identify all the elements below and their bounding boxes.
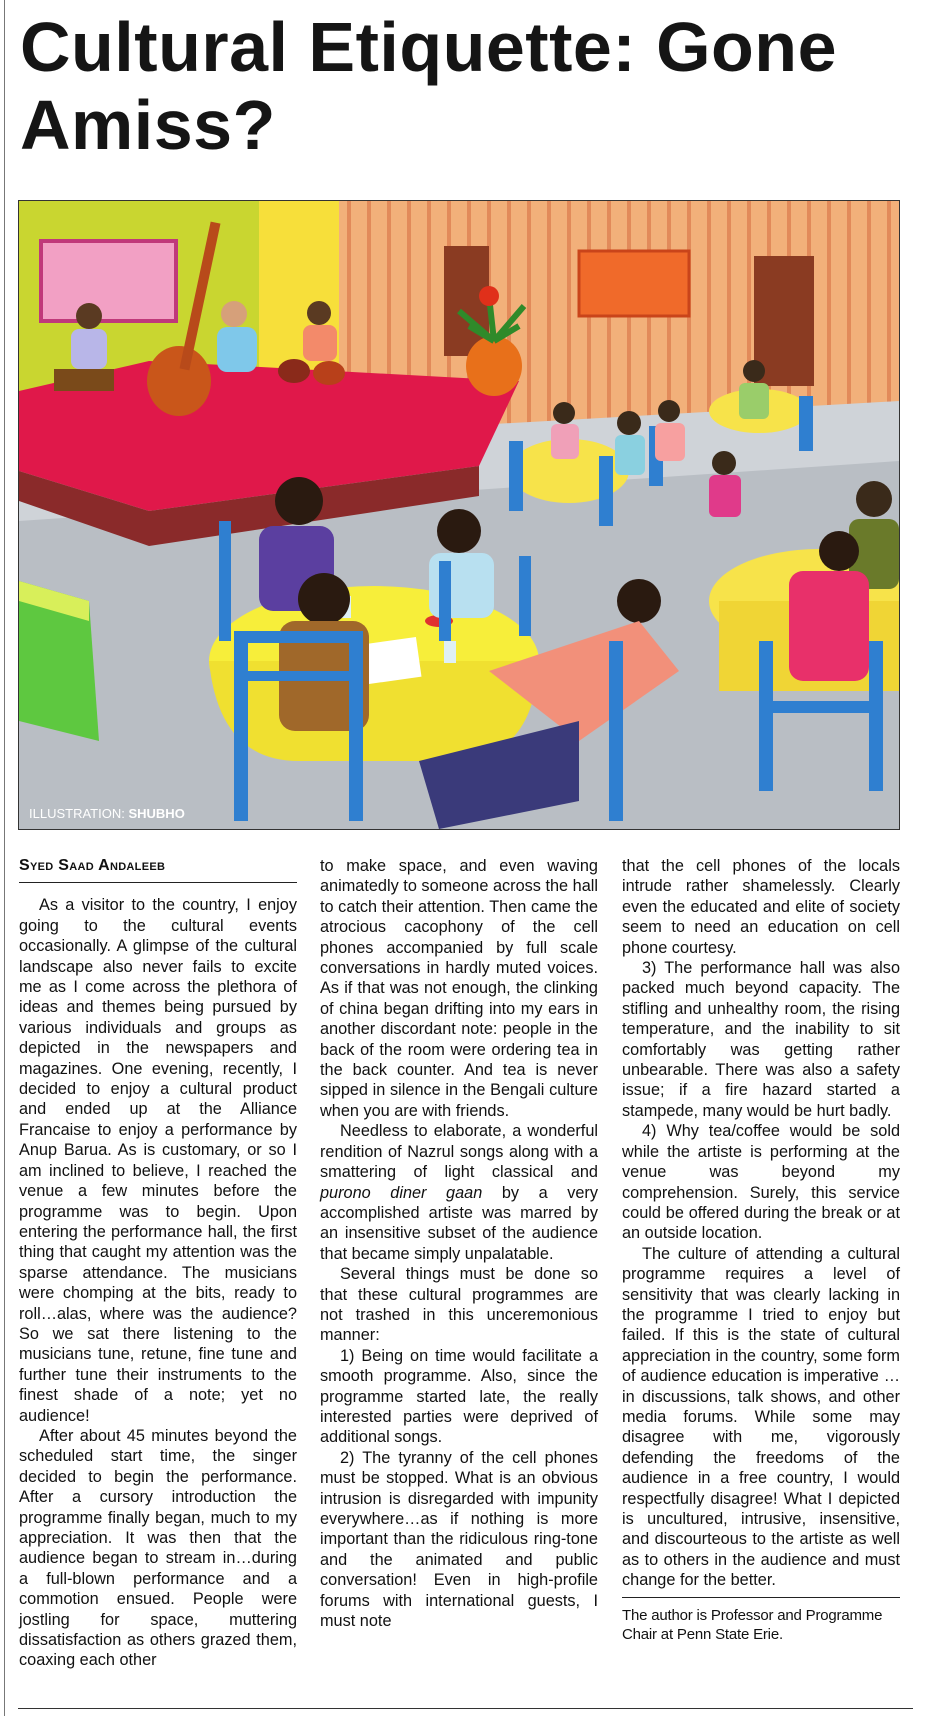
author-note: The author is Professor and Programme Chair at Penn State Erie. (622, 1597, 900, 1644)
cafe-concert-illustration (19, 201, 899, 829)
column-3 (622, 856, 900, 1644)
credit-label: ILLUSTRATION: (29, 806, 125, 821)
headline: Cultural Etiquette: Gone Amiss? (20, 8, 837, 164)
paragraph-text: by a very accomplished artiste was marred by an insensitive subset of the audience that became simply unpalatable. (320, 1183, 598, 1263)
paragraph: 3) The performance hall was also packed much beyond capacity. The stifling and unhealthy room, the rising temperature, and the inability to sit comfortably was getting rather unbearable. There was also a safety issue; if a fire hazard started a stampede, many would be hurt badly. (622, 959, 900, 1120)
paragraph: As a visitor to the country, I enjoy going to the cultural events occasionally. A glimpse of the cultural landscape also never fails to excite me as I come across the plethora of ideas and themes being pursued by various individuals and groups as depicted in the newspapers and magazines. One evening, recently, I decided to enjoy a cultural product and ended up at the Alliance Francaise to enjoy a performance by Anup Barua. As is customary, or so I am inclined to believe, I reached the venue a few minutes before the programme was to begin. Upon entering the performance hall, the first thing that caught my attention was the sparse attendance. The musicians were chomping at the bits, ready to roll…alas, where was the audience? So we sat there listening to the musicians tune, retune, fine tune and further tune their instruments to the finest shade of a note; yet no audience! (19, 896, 297, 1425)
byline: Syed Saad Andaleeb (19, 856, 297, 883)
credit-name: SHUBHO (128, 806, 185, 821)
page-left-rule (4, 0, 5, 1716)
paragraph: 4) Why tea/coffee would be sold while the artiste is performing at the venue was beyond my comprehension. Surely, this service could be offered during the break or at an outside location. (622, 1122, 900, 1243)
paragraph: 2) The tyranny of the cell phones must be stopped. What is an obvious intrusion is disregarded with impunity everywhere…as if nothing is more important than the ridiculous ring-tone and the animated and public conversation! Even in high-profile forums with international guests, I must note (320, 1448, 598, 1631)
bottom-rule (18, 1708, 913, 1709)
illustration-credit (29, 806, 185, 821)
paragraph-text: Needless to elaborate, a wonderful rendition of Nazrul songs along with a smattering of light classical and (320, 1122, 598, 1182)
article-illustration (18, 200, 900, 830)
paragraph: to make space, and even waving animatedly to someone across the hall to catch their attention. Then came the atrocious cacophony of the cell phones accompanied by full scale conversations in hardly muted voices. As if that was not enough, the clinking of china began drifting into my ears in another discordant note: people in the back of the room were ordering tea in the back counter. And tea is never sipped in silence in the Bengali culture when you are with friends. (320, 857, 598, 1120)
column-1 (19, 856, 297, 1671)
paragraph: 1) Being on time would facilitate a smooth programme. Also, since the programme started late, the really interested parties were deprived of additional songs. (320, 1346, 598, 1447)
italic-phrase: purono diner gaan (320, 1183, 483, 1202)
paragraph: After about 45 minutes beyond the scheduled start time, the singer decided to begin the performance. After a cursory introduction the programme finally began, much to my appreciation. It was then that the audience began to stream in…during a full-blown performance and a commotion ensued. People were jostling for space, muttering dissatisfaction as others grazed them, coaxing each other (19, 1426, 297, 1670)
sitar-body (147, 346, 211, 416)
paragraph: The culture of attending a cultural programme requires a level of sensitivity that was clearly lacking in the programme I tried to enjoy but failed. If this is the state of cultural appreciation in the country, some form of audience education is imperative … in discussions, talk shows, and other media forums. While some may disagree with me, vigorously defending the freedoms of the audience in a free country, I would respectfully disagree! What I depicted is uncultured, intrusive, insensitive, and discourteous to the artiste as well as to others in the audience and must change for the better. (622, 1244, 900, 1590)
paragraph: Several things must be done so that these cultural programmes are not trashed in this unceremonious manner: (320, 1265, 598, 1345)
column-2 (320, 856, 598, 1631)
paragraph (320, 1121, 598, 1264)
paragraph: that the cell phones of the locals intrude rather shamelessly. Clearly even the educated and elite of society seem to need an education on cell phone courtesy. (622, 857, 900, 957)
